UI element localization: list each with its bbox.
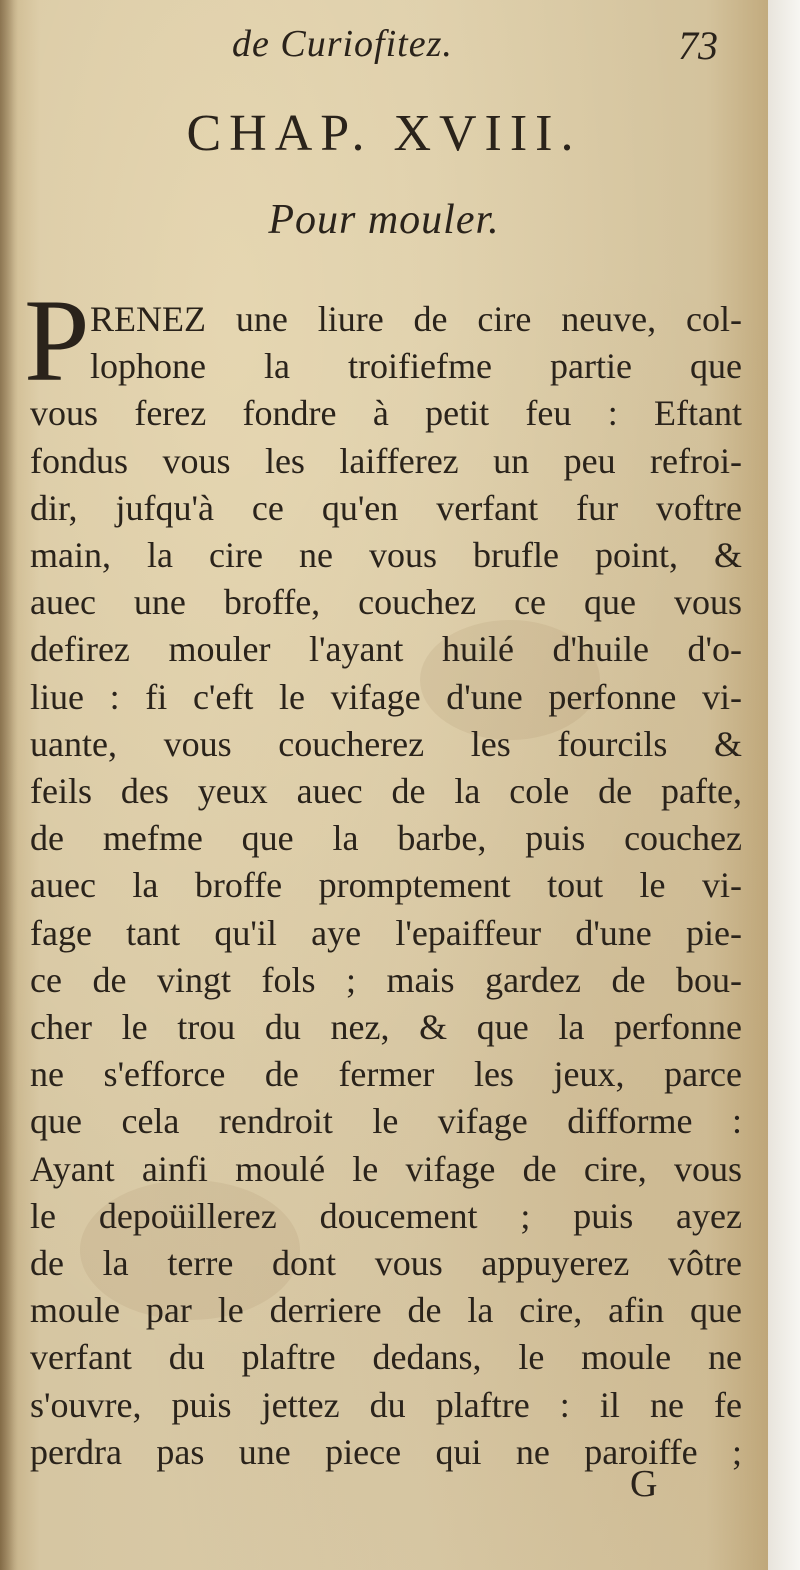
text-line: ne s'efforce de fermer les jeux, parce (30, 1054, 742, 1095)
section-subtitle: Pour mouler. (268, 197, 500, 243)
text-line: uante, vous coucherez les fourcils & (30, 723, 742, 764)
chapter-heading: CHAP. XVIII. (186, 105, 582, 162)
text-line: main, la cire ne vous brufle point, & (30, 535, 742, 575)
text-line: feils des yeux auec de la cole de pafte, (30, 771, 742, 811)
text-line: ce de vingt fols ; mais gardez de bou- (30, 959, 742, 1000)
page-edge (768, 0, 800, 1570)
text-line: RENEZ une liure de cire neuve, col- (90, 299, 742, 339)
text-line: moule par le derriere de la cire, afin que (30, 1290, 742, 1331)
text-line: Ayant ainfi moulé le vifage de cire, vous (30, 1148, 742, 1189)
text-line: fage tant qu'il aye l'epaiffeur d'une pie- (30, 912, 742, 953)
text-line: verfant du plaftre dedans, le moule ne (30, 1337, 742, 1378)
running-head: de Curiofitez. (232, 23, 453, 65)
drop-cap: P (24, 275, 90, 406)
signature-mark: G (630, 1463, 658, 1505)
text-line: de mefme que la barbe, puis couchez (30, 818, 742, 859)
text-line: fondus vous les laifferez un peu refroi- (30, 440, 742, 481)
text-line: cher le trou du nez, & que la perfonne (30, 1007, 742, 1047)
text-line: liue : fi c'eft le vifage d'une perfonne vi- (30, 676, 742, 717)
text-line: defirez mouler l'ayant huilé d'huile d'o- (30, 629, 742, 670)
text-line: le depoüillerez doucement ; puis ayez (30, 1195, 742, 1236)
text-line: auec la broffe promptement tout le vi- (30, 865, 742, 906)
text-line: dir, jufqu'à ce qu'en verfant fur voftre (30, 487, 742, 528)
text-line: vous ferez fondre à petit feu : Eftant (30, 393, 742, 434)
text-line: lophone la troifiefme partie que (90, 346, 742, 387)
text-line: de la terre dont vous appuyerez vôtre (30, 1243, 742, 1283)
text-line: s'ouvre, puis jettez du plaftre : il ne fe (30, 1384, 742, 1425)
text-line: auec une broffe, couchez ce que vous (30, 582, 742, 623)
text-line: que cela rendroit le vifage difforme : (30, 1101, 742, 1142)
page-number: 73 (678, 23, 718, 68)
text-line: perdra pas une piece qui ne paroiffe ; (30, 1431, 742, 1472)
